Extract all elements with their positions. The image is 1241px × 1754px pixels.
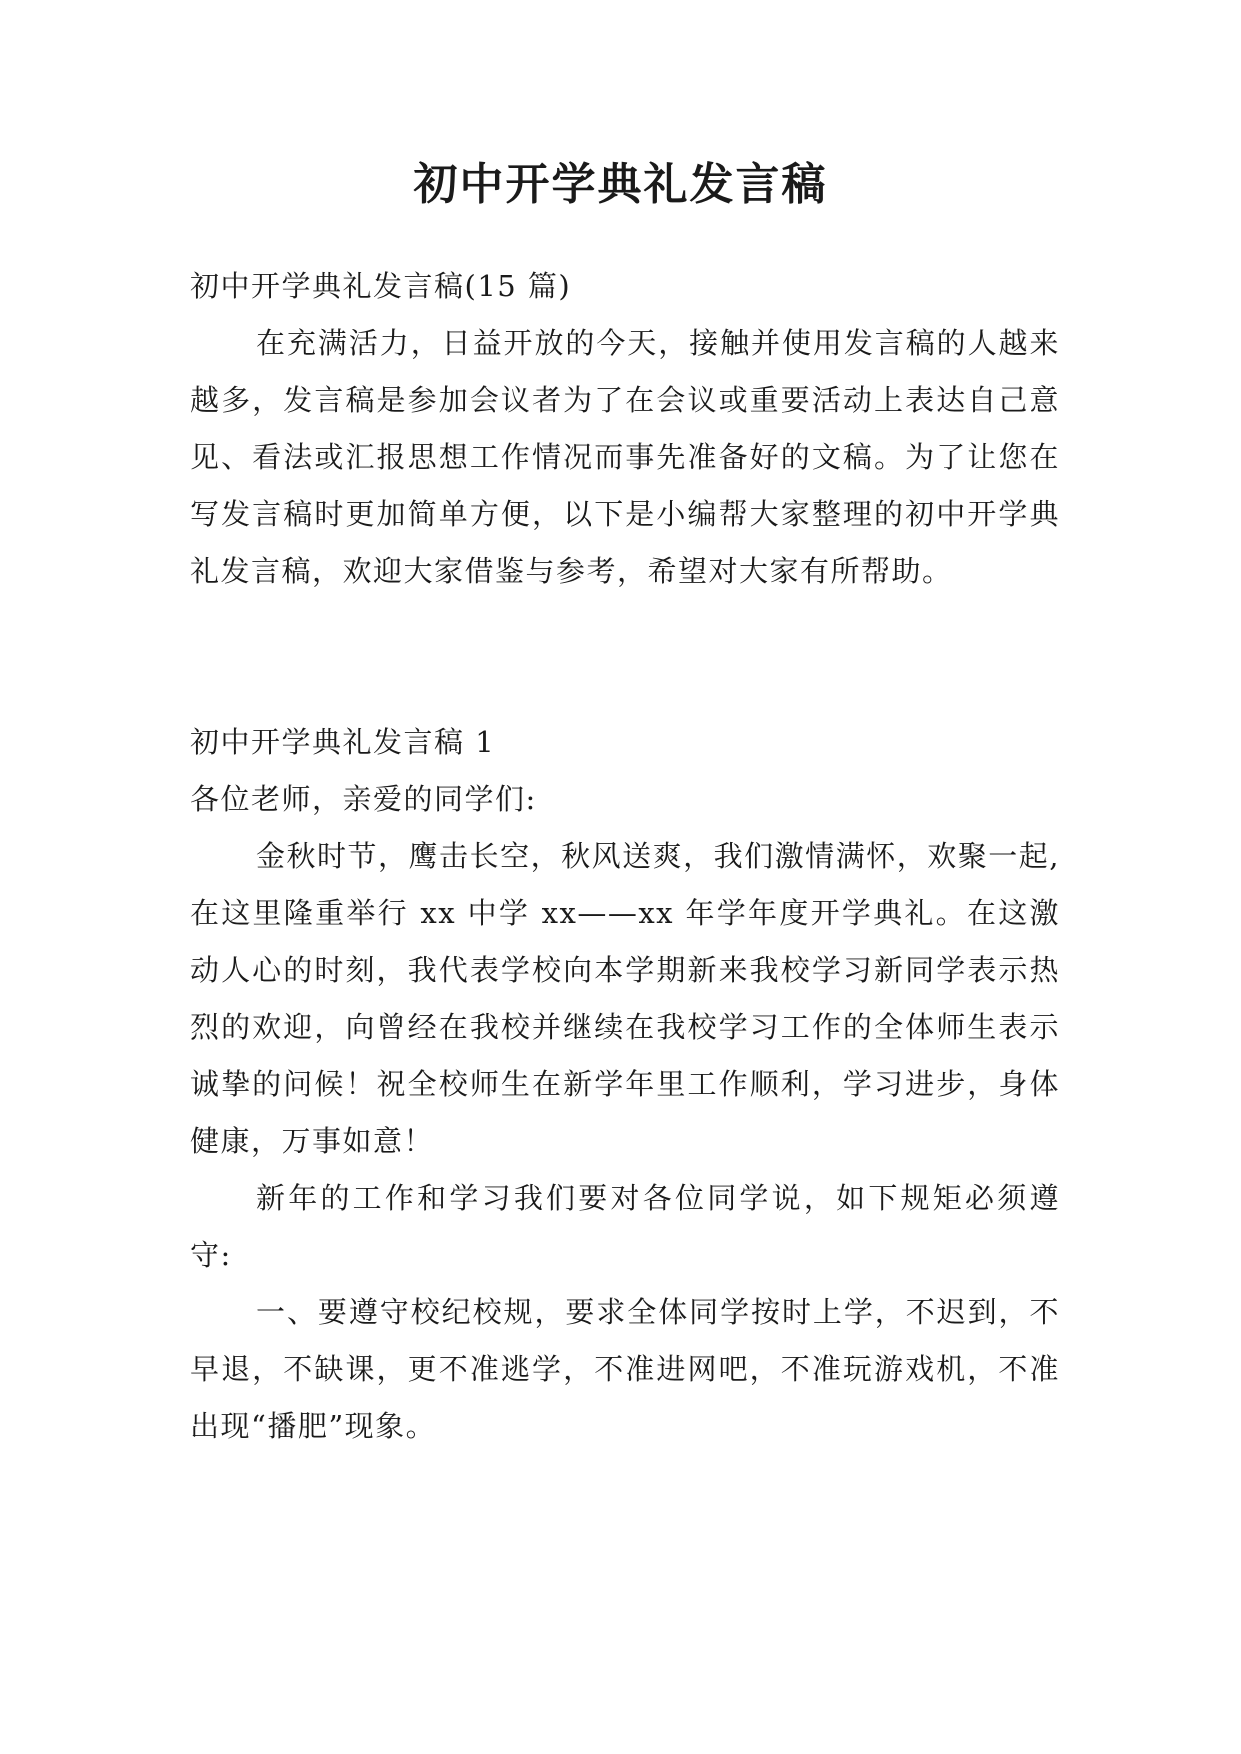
greeting-line: 各位老师，亲爱的同学们: (190, 782, 537, 816)
section-heading: 初中开学典礼发言稿 1 (190, 725, 496, 759)
body-paragraph-3: 一、要遵守校纪校规，要求全体同学按时上学，不迟到，不早退，不缺课，更不准逃学，不准进网吧，不准玩游戏机，不准出现“播肥”现象。 (190, 1295, 1060, 1443)
document-subtitle: 初中开学典礼发言稿(15 篇) (190, 269, 572, 303)
body-paragraph-2: 新年的工作和学习我们要对各位同学说，如下规矩必须遵守: (190, 1181, 1060, 1272)
document-body (190, 258, 1060, 1455)
document-title: 初中开学典礼发言稿 (413, 159, 828, 210)
section-spacer (190, 600, 1060, 714)
intro-paragraph: 在充满活力，日益开放的今天，接触并使用发言稿的人越来越多，发言稿是参加会议者为了在会议或重要活动上表达自己意见、看法或汇报思想工作情况而事先准备好的文稿。为了让您在写发言稿时更加简单方便，以下是小编帮大家整理的初中开学典礼发言稿，欢迎大家借鉴与参考，希望对大家有所帮助。 (190, 326, 1060, 588)
body-paragraph-1: 金秋时节，鹰击长空，秋风送爽，我们激情满怀，欢聚一起,在这里隆重举行 xx 中学 xx——xx 年学年度开学典礼。在这激动人心的时刻，我代表学校向本学期新来我校学习新同学表示热烈的欢迎，向曾经在我校并继续在我校学习工作的全体师生表示诚挚的问候！祝全校师生在新学年里工作顺利，学习进步，身体健康，万事如意！ (190, 839, 1060, 1158)
